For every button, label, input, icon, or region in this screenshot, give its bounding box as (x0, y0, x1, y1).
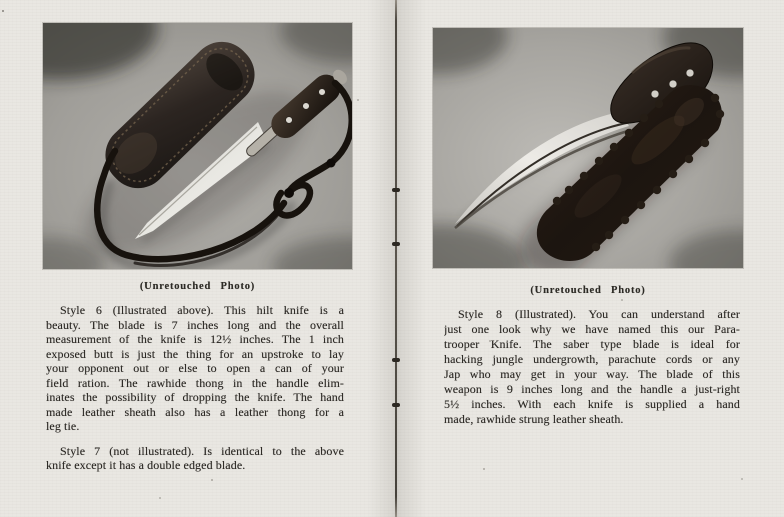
photo-caption: (Unretouched Photo) (139, 281, 256, 292)
style-8-paragraph (444, 307, 740, 427)
hilt-knife-photo (43, 23, 352, 269)
text-line: measurement of the knife is 12½ inches. The 1 inch (46, 332, 344, 346)
text-line: inates the possibility of dropping the knife. The hand (46, 390, 344, 404)
text-line: trooper Knife. The saber type blade is ideal for (444, 337, 740, 351)
text-line: hacking jungle undergrowth, parachute cords or any (444, 352, 740, 366)
text-line: Style 8 (Illustrated). You can understand after (458, 307, 740, 321)
text-line: Jap who may get in your way. The blade of this (444, 367, 740, 381)
text-line: beauty. The blade is 7 inches long and the overall (46, 317, 344, 332)
text-line: weapon is 9 inches long and the handle a just-right (444, 382, 740, 396)
style-6-paragraph (46, 303, 344, 434)
text-line: leg tie. (46, 419, 80, 433)
right-page-body-text (444, 307, 740, 427)
text-line: made leather sheath also has a leather thong for a (46, 404, 344, 419)
text-line: 5½ inches. With each knife is supplied a hand (444, 397, 740, 411)
text-line: Style 6 (Illustrated above). This hilt knife is a (60, 303, 344, 317)
style-7-paragraph (46, 444, 344, 473)
text-line: your opponent out or else to open a can of your (46, 361, 344, 375)
text-line: just one look why we have named this our Para- (444, 322, 740, 336)
hilt-knife-photo-image (43, 23, 352, 269)
photo-caption: (Unretouched Photo) (530, 285, 646, 296)
text-line: made, rawhide strung leather sheath. (444, 412, 624, 426)
paratrooper-knife-photo (433, 28, 743, 268)
right-page (397, 0, 784, 517)
text-line: exposed butt is just the thing for an upstroke to lay (46, 346, 344, 361)
left-page-body-text (46, 303, 344, 473)
text-line: field ration. The rawhide thong in the handle elim- (46, 375, 344, 390)
text-line: knife except it has a double edged blade. (46, 458, 246, 472)
paratrooper-knife-photo-image (433, 28, 743, 268)
text-line: Style 7 (not illustrated). Is identical to the above (60, 443, 344, 458)
